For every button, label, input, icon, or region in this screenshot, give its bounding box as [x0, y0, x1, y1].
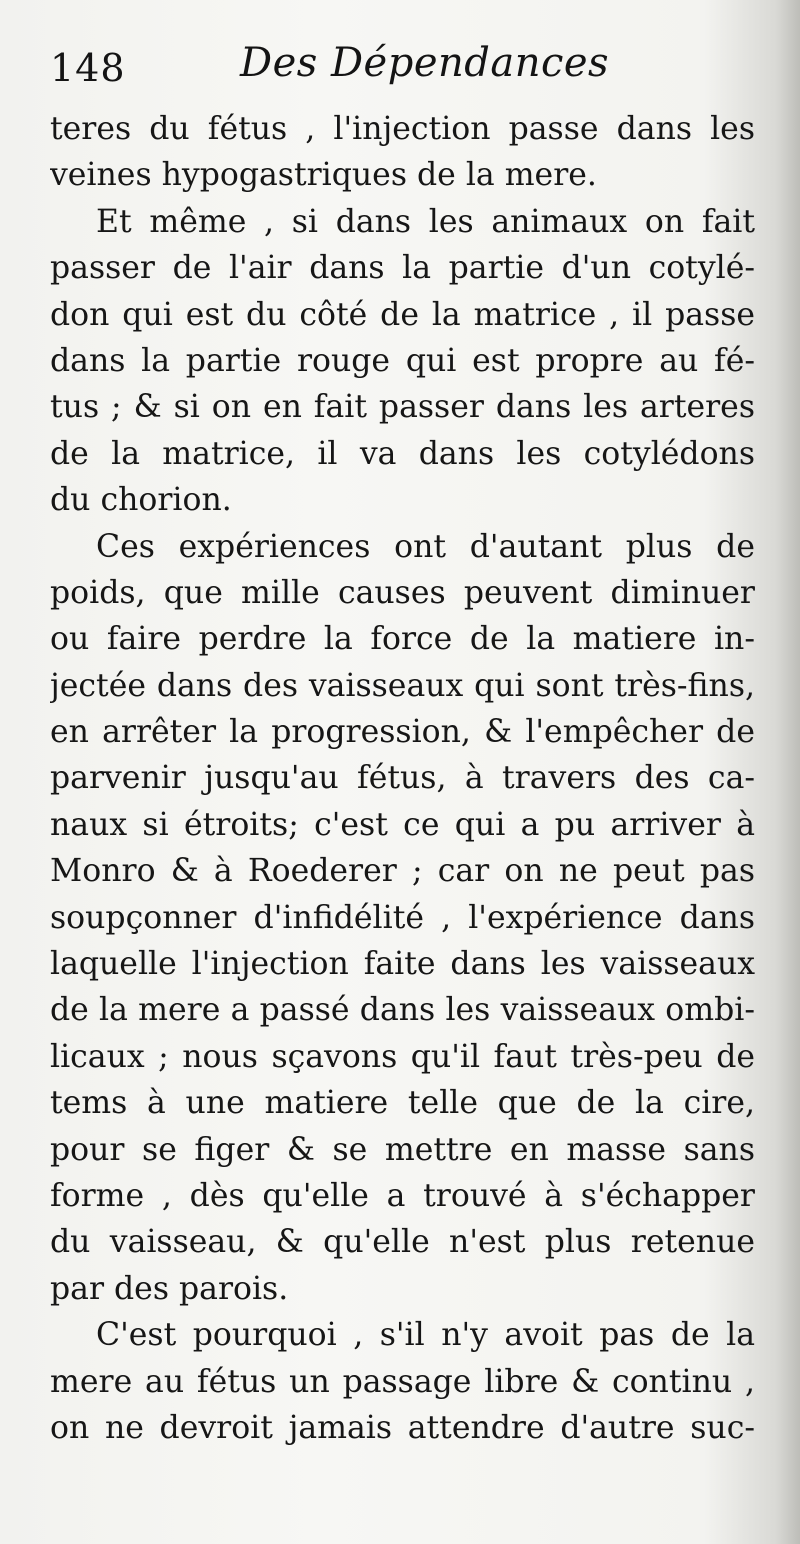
- text-line: du chorion.: [50, 482, 232, 519]
- text-line: Ces expériences ont d'autant plus de: [96, 528, 755, 565]
- text-line: veines hypogastriques de la mere.: [50, 157, 597, 194]
- text-line: tems à une matiere telle que de la cire,: [50, 1085, 755, 1122]
- text-line: tus ; & si on en fait passer dans les arteres: [50, 389, 755, 426]
- text-line: Monro & à Roederer ; car on ne peut pas: [50, 853, 755, 890]
- text-line: en arrêter la progression, & l'empêcher de: [50, 714, 755, 751]
- text-line: poids, que mille causes peuvent diminuer: [50, 574, 755, 611]
- text-line: C'est pourquoi , s'il n'y avoit pas de la: [96, 1317, 755, 1354]
- text-line: naux si étroits; c'est ce qui a pu arriver à: [50, 806, 755, 843]
- text-line: laquelle l'injection faite dans les vaisseaux: [50, 946, 755, 983]
- text-line: Et même , si dans les animaux on fait: [96, 203, 755, 240]
- text-line: jectée dans des vaisseaux qui sont très-fins,: [50, 667, 755, 704]
- text-line: teres du fétus , l'injection passe dans les: [50, 111, 755, 147]
- paragraph: [50, 199, 755, 524]
- page-header: [50, 40, 750, 100]
- text-line: pour se figer & se mettre en masse sans: [50, 1131, 755, 1168]
- text-line: soupçonner d'infidélité , l'expérience dans: [50, 899, 755, 936]
- paragraph: [50, 524, 755, 1313]
- paragraph: [50, 1312, 755, 1451]
- text-line: par des parois.: [50, 1270, 289, 1307]
- text-line: parvenir jusqu'au fétus, à travers des ca-: [50, 760, 755, 797]
- text-line: licaux ; nous sçavons qu'il faut très-peu de: [50, 1038, 755, 1075]
- text-line: on ne devroit jamais attendre d'autre suc-: [50, 1409, 755, 1446]
- text-line: de la matrice, il va dans les cotylédons: [50, 435, 755, 472]
- text-line: dans la partie rouge qui est propre au fé-: [50, 342, 755, 379]
- text-line: mere au fétus un passage libre & continu ,: [50, 1363, 755, 1400]
- text-line: de la mere a passé dans les vaisseaux ombi-: [50, 992, 755, 1029]
- paragraph: [50, 106, 755, 199]
- running-title: Des Dépendances: [240, 40, 610, 86]
- page-number: 148: [50, 46, 126, 90]
- body-text: [50, 106, 755, 1451]
- text-line: du vaisseau, & qu'elle n'est plus retenue: [50, 1224, 755, 1261]
- text-line: passer de l'air dans la partie d'un cotylé-: [50, 250, 755, 287]
- text-line: ou faire perdre la force de la matiere in-: [50, 621, 755, 658]
- text-line: don qui est du côté de la matrice , il passe: [50, 296, 755, 333]
- text-line: forme , dès qu'elle a trouvé à s'échapper: [50, 1177, 755, 1214]
